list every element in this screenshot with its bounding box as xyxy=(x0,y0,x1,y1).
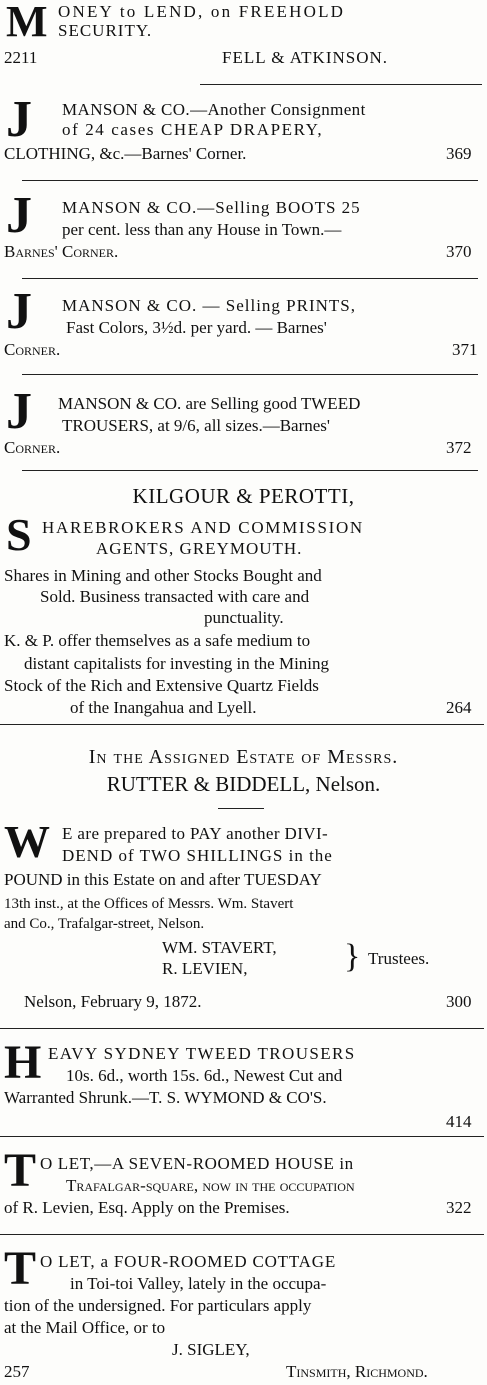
ad-ref-number: 264 xyxy=(446,698,472,717)
ad-line: of 24 cases CHEAP DRAPERY, xyxy=(62,120,324,139)
brace-glyph: } xyxy=(344,938,361,975)
dropcap: J xyxy=(6,187,32,244)
divider xyxy=(0,1234,484,1235)
ad-line: 10s. 6d., worth 15s. 6d., Newest Cut and xyxy=(66,1066,343,1085)
ad-line: Stock of the Rich and Extensive Quartz Fields xyxy=(4,676,319,695)
ad-line: E are prepared to PAY another DIVI- xyxy=(62,824,329,843)
ad-line: per cent. less than any House in Town.— xyxy=(62,220,342,239)
ad-line: of R. Levien, Esq. Apply on the Premises. xyxy=(4,1198,290,1217)
ad-ref-number: 372 xyxy=(446,438,472,457)
ad-line: in Toi-toi Valley, lately in the occupa- xyxy=(70,1274,327,1293)
dropcap: S xyxy=(6,509,32,560)
ad-ref-number: 371 xyxy=(452,340,478,359)
trustees-label: Trustees. xyxy=(368,949,430,968)
ad-line: MANSON & CO. are Selling good TWEED xyxy=(58,394,361,413)
ad-line: at the Mail Office, or to xyxy=(4,1318,166,1337)
ad-line: Barnes' Corner. xyxy=(4,242,119,261)
ad-line: MANSON & CO.—Another Consignment xyxy=(62,100,366,119)
ad-line: TROUSERS, at 9/6, all sizes.—Barnes' xyxy=(62,416,330,435)
ad-heading: In the Assigned Estate of Messrs. xyxy=(88,746,399,768)
ad-ref-number: 369 xyxy=(446,144,472,163)
trustee-name: WM. STAVERT, xyxy=(162,938,277,957)
ad-line: ONEY to LEND, on FREEHOLD xyxy=(58,2,346,21)
ad-signature: J. SIGLEY, xyxy=(172,1340,250,1359)
ad-signature: FELL & ATKINSON. xyxy=(222,48,389,67)
ad-ref-number: 322 xyxy=(446,1198,472,1217)
ad-line: HAREBROKERS AND COMMISSION xyxy=(42,518,364,537)
divider xyxy=(22,278,478,279)
ad-line: POUND in this Estate on and after TUESDAY xyxy=(4,870,322,889)
ad-line: 13th inst., at the Offices of Messrs. Wm. Stavert xyxy=(4,896,294,912)
divider xyxy=(0,1136,484,1137)
ad-line: distant capitalists for investing in the Mining xyxy=(24,654,330,673)
dateline: Nelson, February 9, 1872. xyxy=(24,992,202,1011)
ad-line: AGENTS, GREYMOUTH. xyxy=(96,539,303,558)
ad-subheading: RUTTER & BIDDELL, Nelson. xyxy=(106,772,381,796)
ad-line: Fast Colors, 3½d. per yard. — Barnes' xyxy=(66,318,327,337)
ad-line: Corner. xyxy=(4,340,61,359)
dropcap: J xyxy=(6,91,32,148)
dropcap: H xyxy=(4,1036,42,1089)
dropcap: M xyxy=(6,0,48,46)
ad-line: MANSON & CO. — Selling PRINTS, xyxy=(62,296,357,315)
ad-ref-number: 2211 xyxy=(4,48,38,67)
dropcap: J xyxy=(6,383,32,440)
ad-signature-trade: Tinsmith, Richmond. xyxy=(286,1362,428,1381)
ad-line: Corner. xyxy=(4,438,61,457)
ad-line: O LET,—A SEVEN-ROOMED HOUSE in xyxy=(40,1154,354,1173)
ad-line: punctuality. xyxy=(204,608,284,627)
ad-line: Trafalgar-square, now in the occupation xyxy=(66,1176,355,1195)
divider xyxy=(22,180,478,181)
ad-line: EAVY SYDNEY TWEED TROUSERS xyxy=(48,1044,356,1063)
ad-line: of the Inangahua and Lyell. xyxy=(70,698,257,717)
ad-line: MANSON & CO.—Selling BOOTS 25 xyxy=(62,198,361,217)
ad-ref-number: 370 xyxy=(446,242,472,261)
divider xyxy=(22,470,478,471)
ad-line: Shares in Mining and other Stocks Bought and xyxy=(4,566,322,585)
short-divider xyxy=(218,808,264,809)
ad-line: Warranted Shrunk.—T. S. WYMOND & CO'S. xyxy=(4,1088,327,1107)
divider xyxy=(200,84,482,85)
divider xyxy=(22,374,478,375)
dropcap: T xyxy=(4,1242,37,1295)
ad-line: Sold. Business transacted with care and xyxy=(40,587,310,606)
ad-line: SECURITY. xyxy=(58,21,153,40)
ad-ref-number: 300 xyxy=(446,992,472,1011)
divider xyxy=(0,724,484,725)
ad-ref-number: 257 xyxy=(4,1362,30,1381)
ad-heading: KILGOUR & PEROTTI, xyxy=(132,484,355,508)
ad-line: DEND of TWO SHILLINGS in the xyxy=(62,846,333,865)
ad-ref-number: 414 xyxy=(446,1112,472,1131)
ad-line: tion of the undersigned. For particulars apply xyxy=(4,1296,312,1315)
ad-line: CLOTHING, &c.—Barnes' Corner. xyxy=(4,144,247,163)
dropcap: J xyxy=(6,283,32,340)
dropcap: W xyxy=(4,816,50,867)
dropcap: T xyxy=(4,1144,37,1197)
ad-line: O LET, a FOUR-ROOMED COTTAGE xyxy=(40,1252,337,1271)
ad-line: and Co., Trafalgar-street, Nelson. xyxy=(4,916,205,932)
trustee-name: R. LEVIEN, xyxy=(162,959,248,978)
ad-line: K. & P. offer themselves as a safe medium to xyxy=(4,631,311,650)
divider xyxy=(0,1028,484,1029)
